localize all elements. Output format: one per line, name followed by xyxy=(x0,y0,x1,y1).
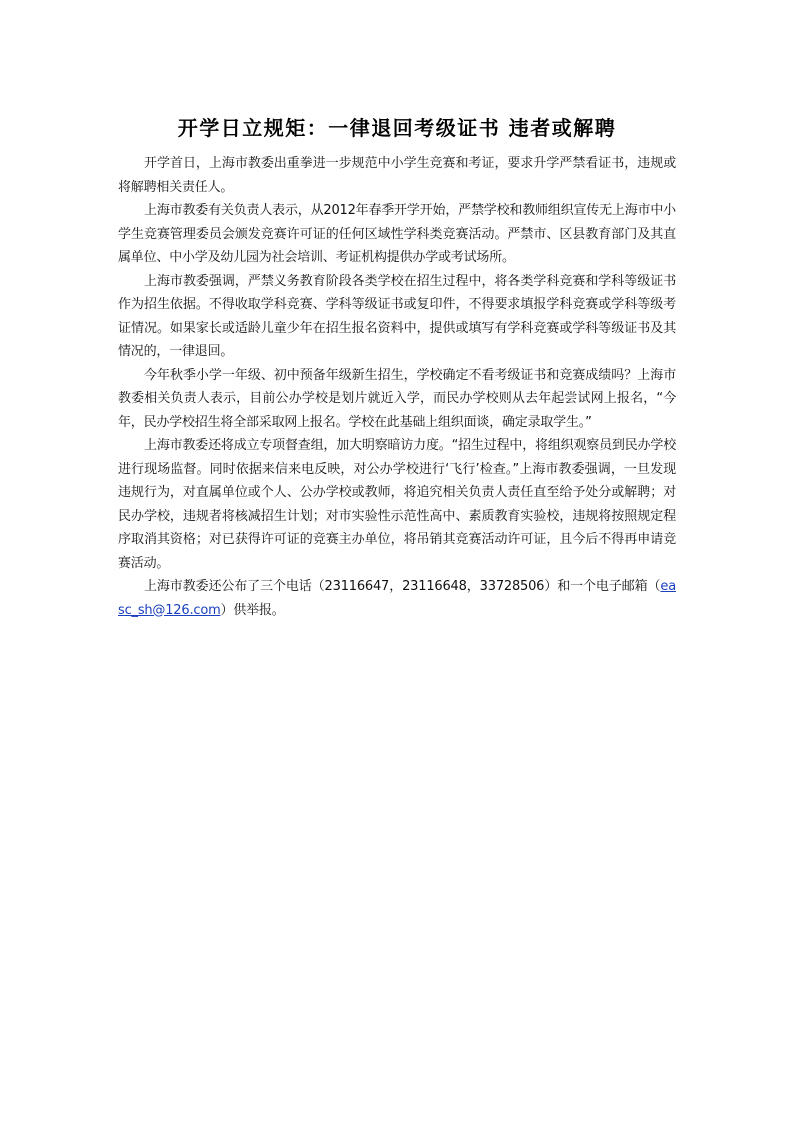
paragraph-3: 上海市教委强调，严禁义务教育阶段各类学校在招生过程中，将各类学科竞赛和学科等级证书作为招生依据。不得收取学科竞赛、学科等级证书或复印件，不得要求填报学科竞赛或学科等级考证情况。如果家长或适龄儿童少年在招生报名资料中，提供或填写有学科竞赛或学科等级证书及其情况的，一律退回。 xyxy=(118,273,676,359)
paragraph-5: 上海市教委还将成立专项督查组，加大明察暗访力度。“招生过程中，将组织观察员到民办学校进行现场监督。同时依据来信来电反映，对公办学校进行‘飞行’检查。”上海市教委强调，一旦发现违规行为，对直属单位或个人、公办学校或教师，将追究相关负责人责任直至给予处分或解聘；对民办学校，违规者将核减招生计划；对市实验性示范性高中、素质教育实验校，违规将按照规定程序取消其资格；对已获得许可证的竞赛主办单位，将吊销其竞赛活动许可证，且今后不得再申请竞赛活动。 xyxy=(118,438,676,571)
paragraph-6-text-after: ）供举报。 xyxy=(220,602,285,618)
paragraph-6 xyxy=(118,575,676,622)
article-title: 开学日立规矩：一律退回考级证书 违者或解聘 xyxy=(177,116,617,140)
paragraph-6-text-before: 上海市教委还公布了三个电话（23116647，23116648，33728506）和一个电子邮箱（ xyxy=(144,579,661,594)
paragraph-1: 开学首日，上海市教委出重拳进一步规范中小学生竞赛和考证，要求升学严禁看证书，违规或将解聘相关责任人。 xyxy=(118,156,676,195)
paragraph-4: 今年秋季小学一年级、初中预备年级新生招生，学校确定不看考级证书和竞赛成绩吗？上海市教委相关负责人表示，目前公办学校是划片就近入学，而民办学校则从去年起尝试网上报名，“今年，民办学校招生将全部采取网上报名。学校在此基础上组织面谈，确定录取学生。” xyxy=(118,367,676,430)
report-email-link[interactable]: easc_sh@126.com xyxy=(118,579,676,618)
paragraph-2: 上海市教委有关负责人表示，从2012年春季开学开始，严禁学校和教师组织宣传无上海市中小学生竞赛管理委员会颁发竞赛许可证的任何区域性学科类竞赛活动。严禁市、区县教育部门及其直属单位、中小学及幼儿园为社会培训、考证机构提供办学或考试场所。 xyxy=(118,203,676,265)
